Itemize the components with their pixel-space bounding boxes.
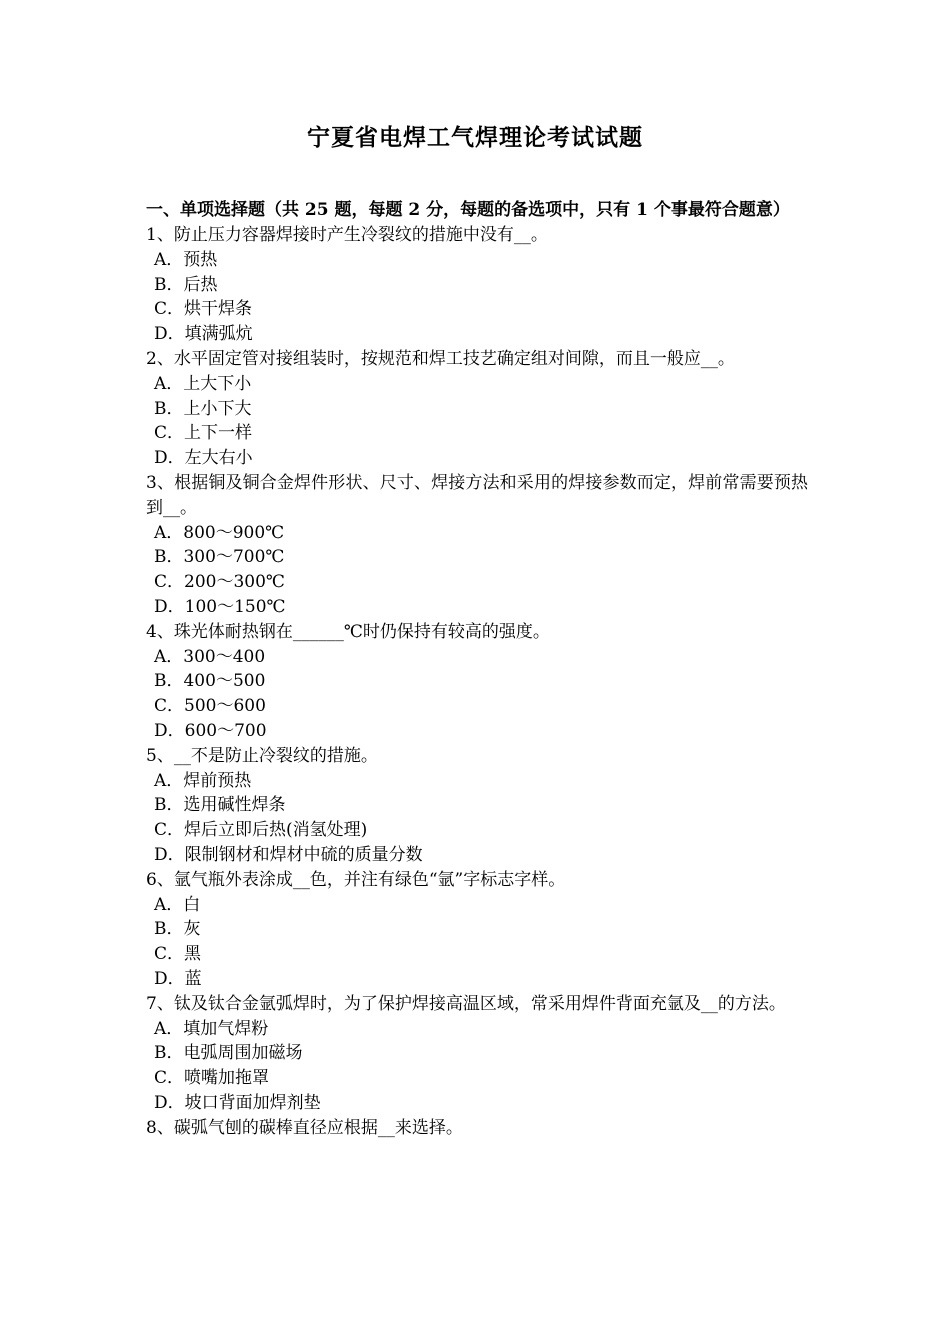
option-b: B．选用碱性焊条: [154, 795, 286, 816]
option-b: B．300～700℃: [154, 547, 285, 568]
question-3: [146, 471, 808, 620]
option-b: B．电弧周围加磁场: [154, 1043, 303, 1064]
question-6: [146, 868, 808, 992]
option-c: C．喷嘴加拖罩: [154, 1068, 270, 1089]
option-c: C．上下一样: [154, 423, 253, 444]
option-d: D．填满弧炕: [154, 324, 253, 345]
option-b: B．400～500: [154, 671, 266, 692]
option-c: C．200～300℃: [154, 572, 285, 593]
option-c: C．500～600: [154, 696, 266, 717]
option-c: C．烘干焊条: [154, 299, 253, 320]
option-a: A．填加气焊粉: [154, 1018, 269, 1039]
question-text: 5、__不是防止冷裂纹的措施。: [146, 745, 378, 766]
option-a: A．白: [154, 894, 201, 915]
question-7: [146, 992, 808, 1116]
option-b: B．上小下大: [154, 398, 252, 419]
option-b: B．后热: [154, 274, 218, 295]
option-a: A．焊前预热: [154, 770, 252, 791]
option-d: D．100～150℃: [154, 596, 286, 617]
option-d: D．坡口背面加焊剂垫: [154, 1092, 321, 1113]
option-a: A．300～400: [154, 646, 266, 667]
question-text: 2、水平固定管对接组装时，按规范和焊工技艺确定组对间隙，而且一般应__。: [146, 348, 735, 369]
option-d: D．左大右小: [154, 448, 253, 469]
question-5: [146, 744, 808, 868]
option-c: C．焊后立即后热(消氢处理): [154, 820, 368, 841]
option-a: A．上大下小: [154, 373, 252, 394]
question-text: 4、珠光体耐热钢在______℃时仍保持有较高的强度。: [146, 621, 550, 642]
question-2: [146, 347, 808, 471]
question-text: 7、钛及钛合金氩弧焊时，为了保护焊接高温区域，常采用焊件背面充氩及__的方法。: [146, 993, 786, 1014]
question-text: 1、防止压力容器焊接时产生冷裂纹的措施中没有__。: [146, 225, 548, 245]
option-a: A．800～900℃: [154, 522, 285, 543]
question-8: [146, 1116, 808, 1141]
document-body: [146, 198, 808, 1140]
question-4: [146, 620, 808, 744]
option-d: D．蓝: [154, 968, 202, 989]
question-text: 3、根据铜及铜合金焊件形状、尺寸、焊接方法和采用的焊接参数而定，焊前常需要预热到__。: [146, 472, 808, 518]
option-a: A．预热: [154, 249, 218, 270]
question-1: [146, 223, 808, 347]
document-title: 宁夏省电焊工气焊理论考试试题: [307, 124, 643, 151]
option-b: B．灰: [154, 919, 201, 940]
question-text: 8、碳弧气刨的碳棒直径应根据__来选择。: [146, 1117, 463, 1138]
option-d: D．限制钢材和焊材中硫的质量分数: [154, 844, 423, 865]
question-text: 6、氩气瓶外表涂成__色，并注有绿色“氩”字标志字样。: [146, 869, 566, 890]
option-c: C．黑: [154, 944, 202, 965]
section-heading: 一、单项选择题（共 25 题，每题 2 分，每题的备选项中，只有 1 个事最符合题意）: [146, 200, 790, 220]
option-d: D．600～700: [154, 720, 267, 741]
